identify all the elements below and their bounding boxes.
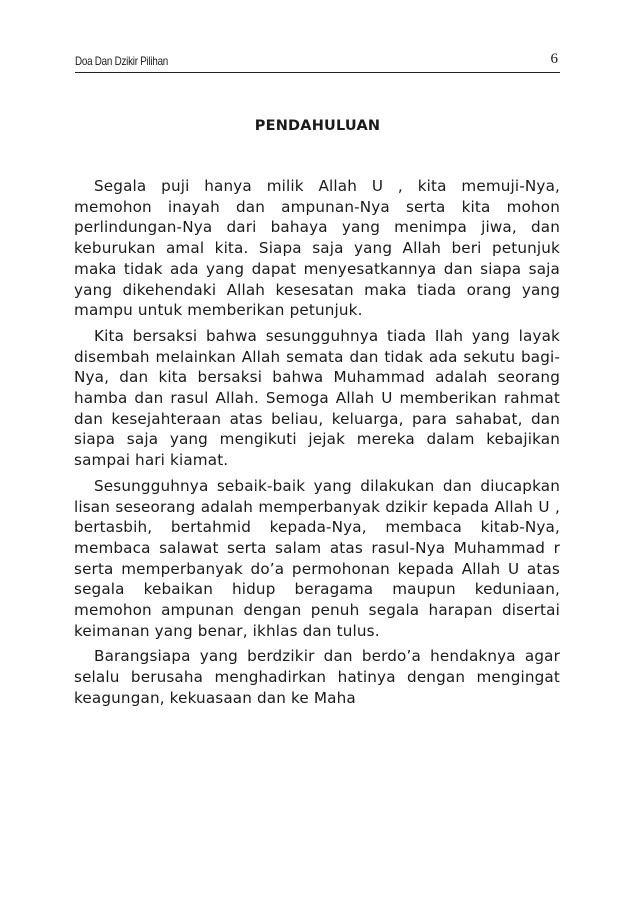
paragraph: Sesungguhnya sebaik-baik yang dilakukan dan diucapkan lisan seseorang adalah memperbanyak dzikir kepada Allah U , bertasbih, bertahmid kepada-Nya, membaca kitab-Nya, membaca salawat serta salam atas rasul-Nya Muhammad r serta memperbanyak do’a permohonan kepada Allah U atas segala kebaikan hidup beragama maupun keduniaan, memohon ampunan dengan penuh segala harapan disertai keimanan yang benar, ikhlas dan tulus.: [74, 476, 560, 640]
body-text: [74, 176, 560, 714]
paragraph: Segala puji hanya milik Allah U , kita memuji-Nya, memohon inayah dan ampunan-Nya serta kita mohon perlindungan-Nya dari bahaya yang menimpa jiwa, dan keburukan amal kita. Siapa saja yang Allah beri petunjuk maka tidak ada yang dapat menyesatkannya dan siapa saja yang dikehendaki Allah kesesatan maka tiada orang yang mampu untuk memberikan petunjuk.: [74, 177, 560, 320]
page-number: 6: [550, 51, 558, 67]
paragraph: Kita bersaksi bahwa sesungguhnya tiada Ilah yang layak disembah melainkan Allah semata dan tidak ada sekutu bagi-Nya, dan kita bersaksi bahwa Muhammad adalah seorang hamba dan rasul Allah. Semoga Allah U memberikan rahmat dan kesejahteraan atas beliau, keluarga, para sahabat, dan siapa saja yang mengikuti jejak mereka dalam kebajikan sampai hari kiamat.: [74, 326, 560, 470]
paragraph: Barangsiapa yang berdzikir dan berdo’a hendaknya agar selalu berusaha menghadirkan hatinya dengan mengingat keagungan, kekuasaan dan ke Maha: [74, 647, 560, 707]
running-header-title: Doa Dan Dzikir Pilihan: [75, 54, 169, 68]
running-header: [75, 50, 560, 73]
chapter-title: PENDAHULUAN: [254, 118, 381, 134]
